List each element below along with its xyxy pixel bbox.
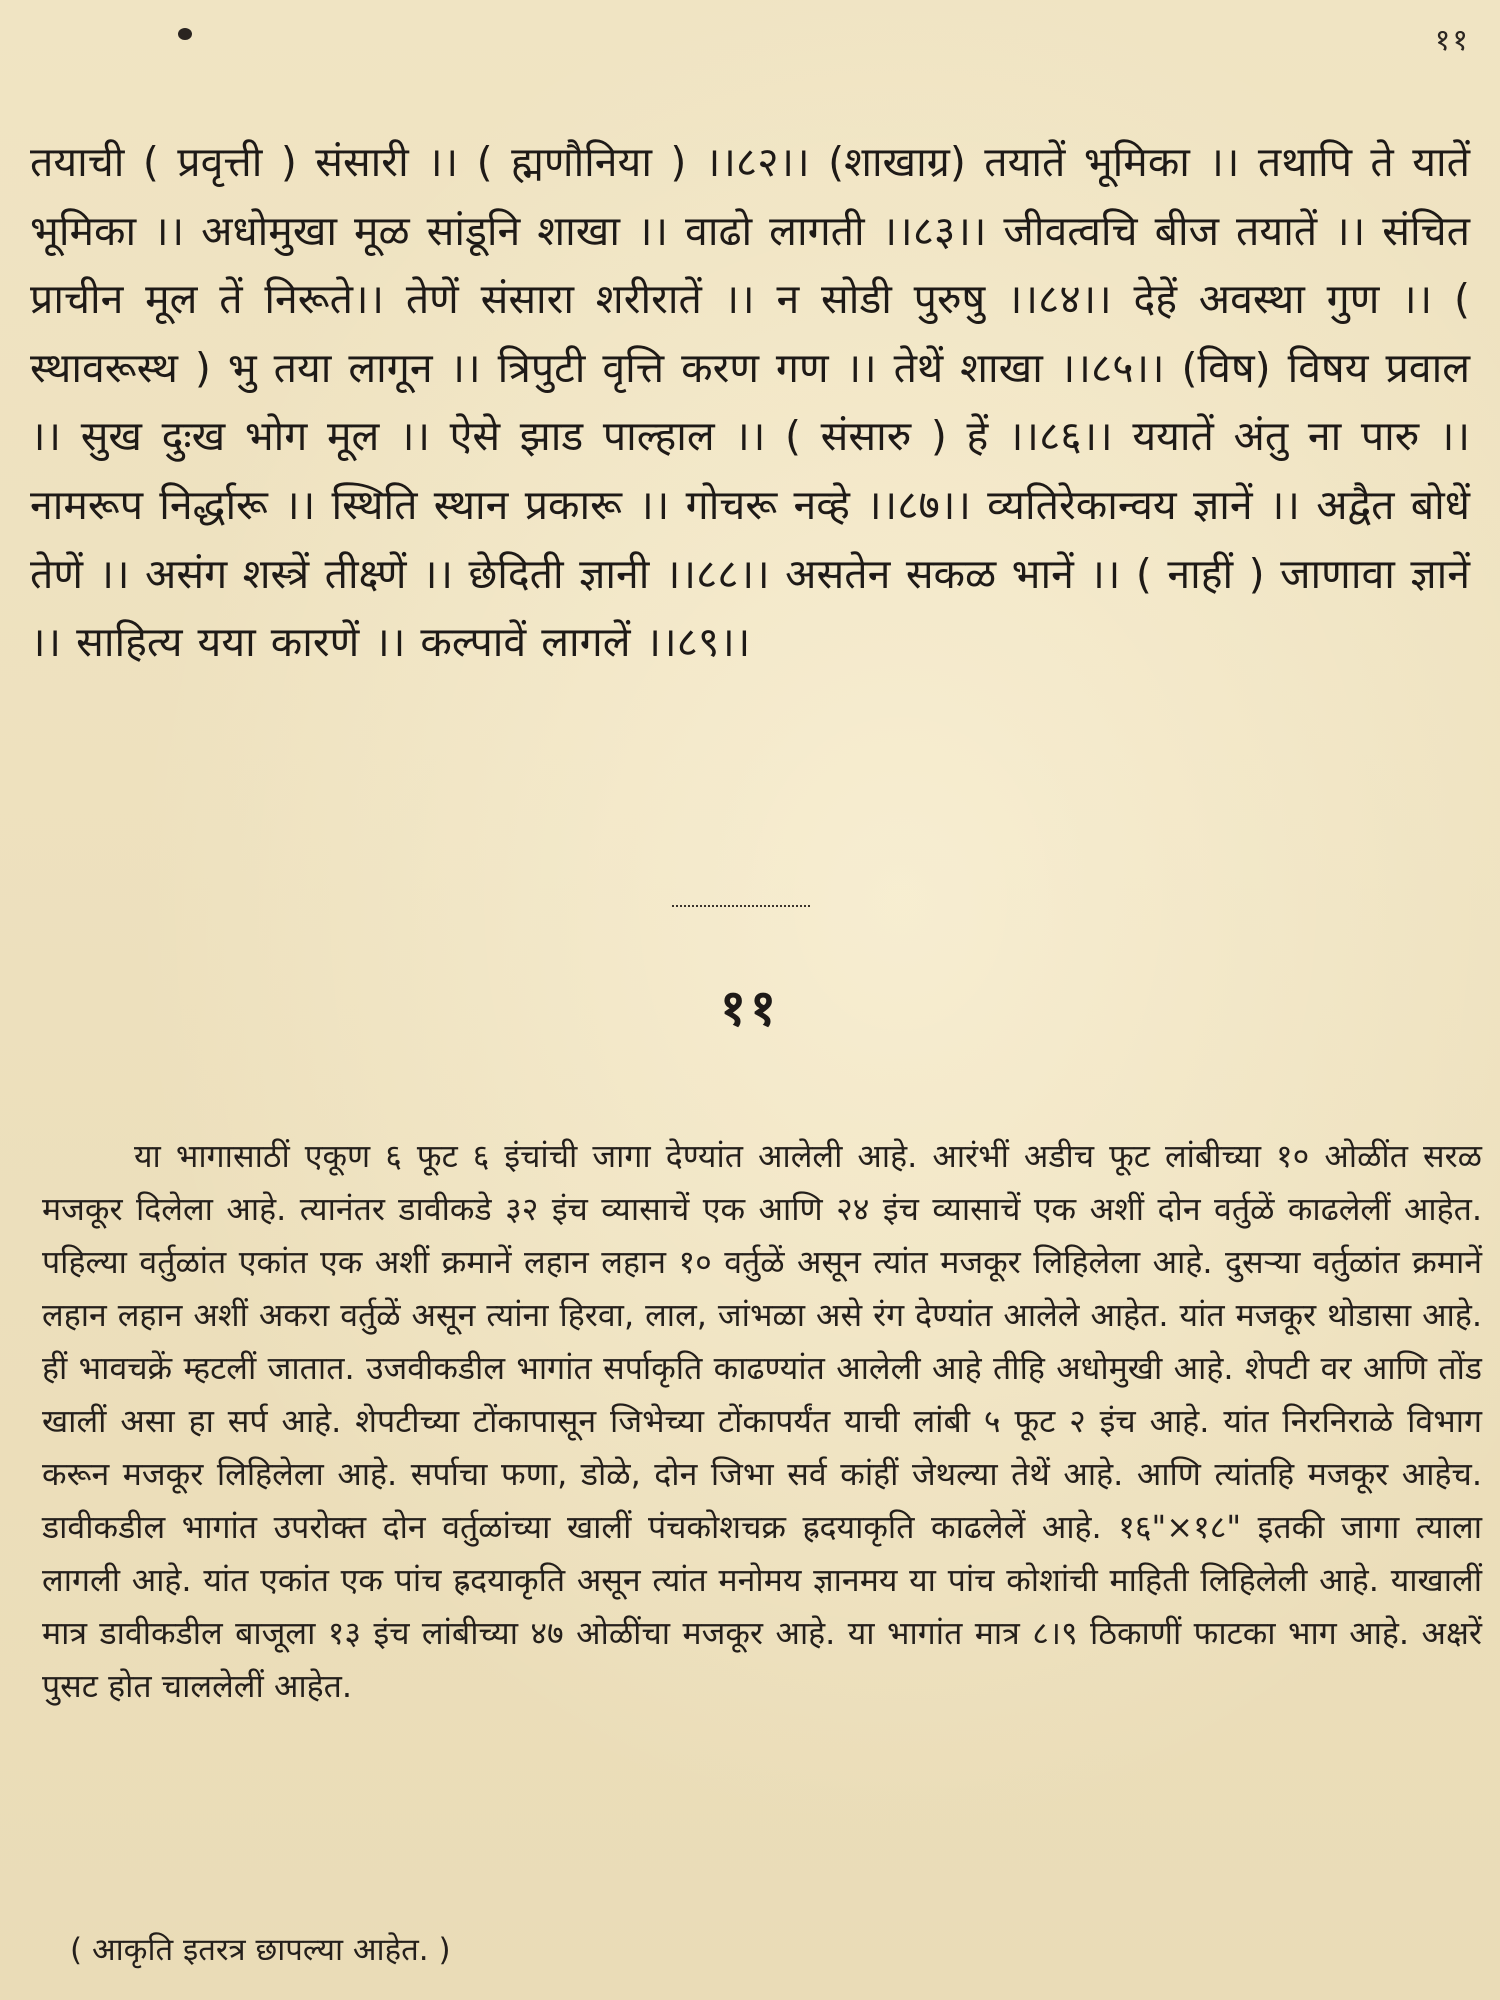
section-number-heading: ११ (720, 979, 780, 1037)
ink-spot-mark (178, 28, 192, 40)
section-description-paragraph: या भागासाठीं एकूण ६ फूट ६ इंचांची जागा देण्यांत आलेली आहे. आरंभीं अडीच फूट लांबीच्या १० ओळींत सरळ मजकूर दिलेला आहे. त्यानंतर डावीकडे ३२ इंच व्यासाचें एक आणि २४ इंच व्यासाचें एक अशीं दोन वर्तुळें काढलेलीं आहेत. पहिल्या वर्तुळांत एकांत एक अशीं क्रमानें लहान लहान १० वर्तुळें असून त्यांत मजकूर लिहिलेला आहे. दुसऱ्या वर्तुळांत क्रमानें लहान लहान अशीं अकरा वर्तुळें असून त्यांना हिरवा, लाल, जांभळा असे रंग देण्यांत आलेले आहेत. यांत मजकूर थोडासा आहे. हीं भावचक्रें म्हटलीं जातात. उजवीकडील भागांत सर्पाकृति काढण्यांत आलेली आहे तीहि अधोमुखी आहे. शेपटी वर आणि तोंड खालीं असा हा सर्प आहे. शेपटीच्या टोंकापासून जिभेच्या टोंकापर्यंत याची लांबी ५ फूट २ इंच आहे. यांत निरनिराळे विभाग करून मजकूर लिहिलेला आहे. सर्पाचा फणा, डोळे, दोन जिभा सर्व कांहीं जेथल्या तेथें आहे. आणि त्यांतहि मजकूर आहेच. डावीकडील भागांत उपरोक्त दोन वर्तुळांच्या खालीं पंचकोशचक्र ह्रदयाकृति काढलेलें आहे. १६"×१८" इतकी जागा त्याला लागली आहे. यांत एकांत एक पांच ह्रदयाकृति असून त्यांत मनोमय ज्ञानमय या पांच कोशांची माहिती लिहिलेली आहे. याखालीं मात्र डावीकडील बाजूला १३ इंच लांबीच्या ४७ ओळींचा मजकूर आहे. या भागांत मात्र ८।९ ठिकाणीं फाटका भाग आहे. अक्षरें पुसट होत चाललेलीं आहेत. (42, 1137, 1482, 1705)
verse-text-block: तयाची ( प्रवृत्ती ) संसारी ।। ( ह्मणौनिया ) ।।८२।। (शाखाग्र) तयातें भूमिका ।। तथापि ते यातें भूमिका ।। अधोमुखा मूळ सांडूनि शाखा ।। वाढो लागती ।।८३।। जीवत्वचि बीज तयातें ।। संचित प्राचीन मूल तें निरूते।। तेणें संसारा शरीरातें ।। न सोडी पुरुषु ।।८४।। देहें अवस्था गुण ।। ( स्थावरूस्थ ) भु तया लागून ।। त्रिपुटी वृत्ति करण गण ।। तेथें शाखा ।।८५।। (विष) विषय प्रवाल ।। सुख दुःख भोग मूल ।। ऐसे झाड पाल्हाल ।। ( संसारु ) हें ।।८६।। ययातें अंतु ना पारु ।। नामरूप निर्द्धारू ।। स्थिति स्थान प्रकारू ।। गोचरू नव्हे ।।८७।। व्यतिरेकान्वय ज्ञानें ।। अद्वैत बोधें तेणें ।। असंग शस्त्रें तीक्ष्णें ।। छेदिती ज्ञानी ।।८८।। असतेन सकळ भानें ।। ( नाहीं ) जाणावा ज्ञानें ।। साहित्य यया कारणें ।। कल्पावें लागलें ।।८९।। (30, 138, 1470, 667)
figures-note: ( आकृति इतरत्र छापल्या आहेत. ) (70, 1932, 451, 1968)
section-divider (672, 905, 810, 907)
page-number: ११ (1434, 23, 1470, 58)
